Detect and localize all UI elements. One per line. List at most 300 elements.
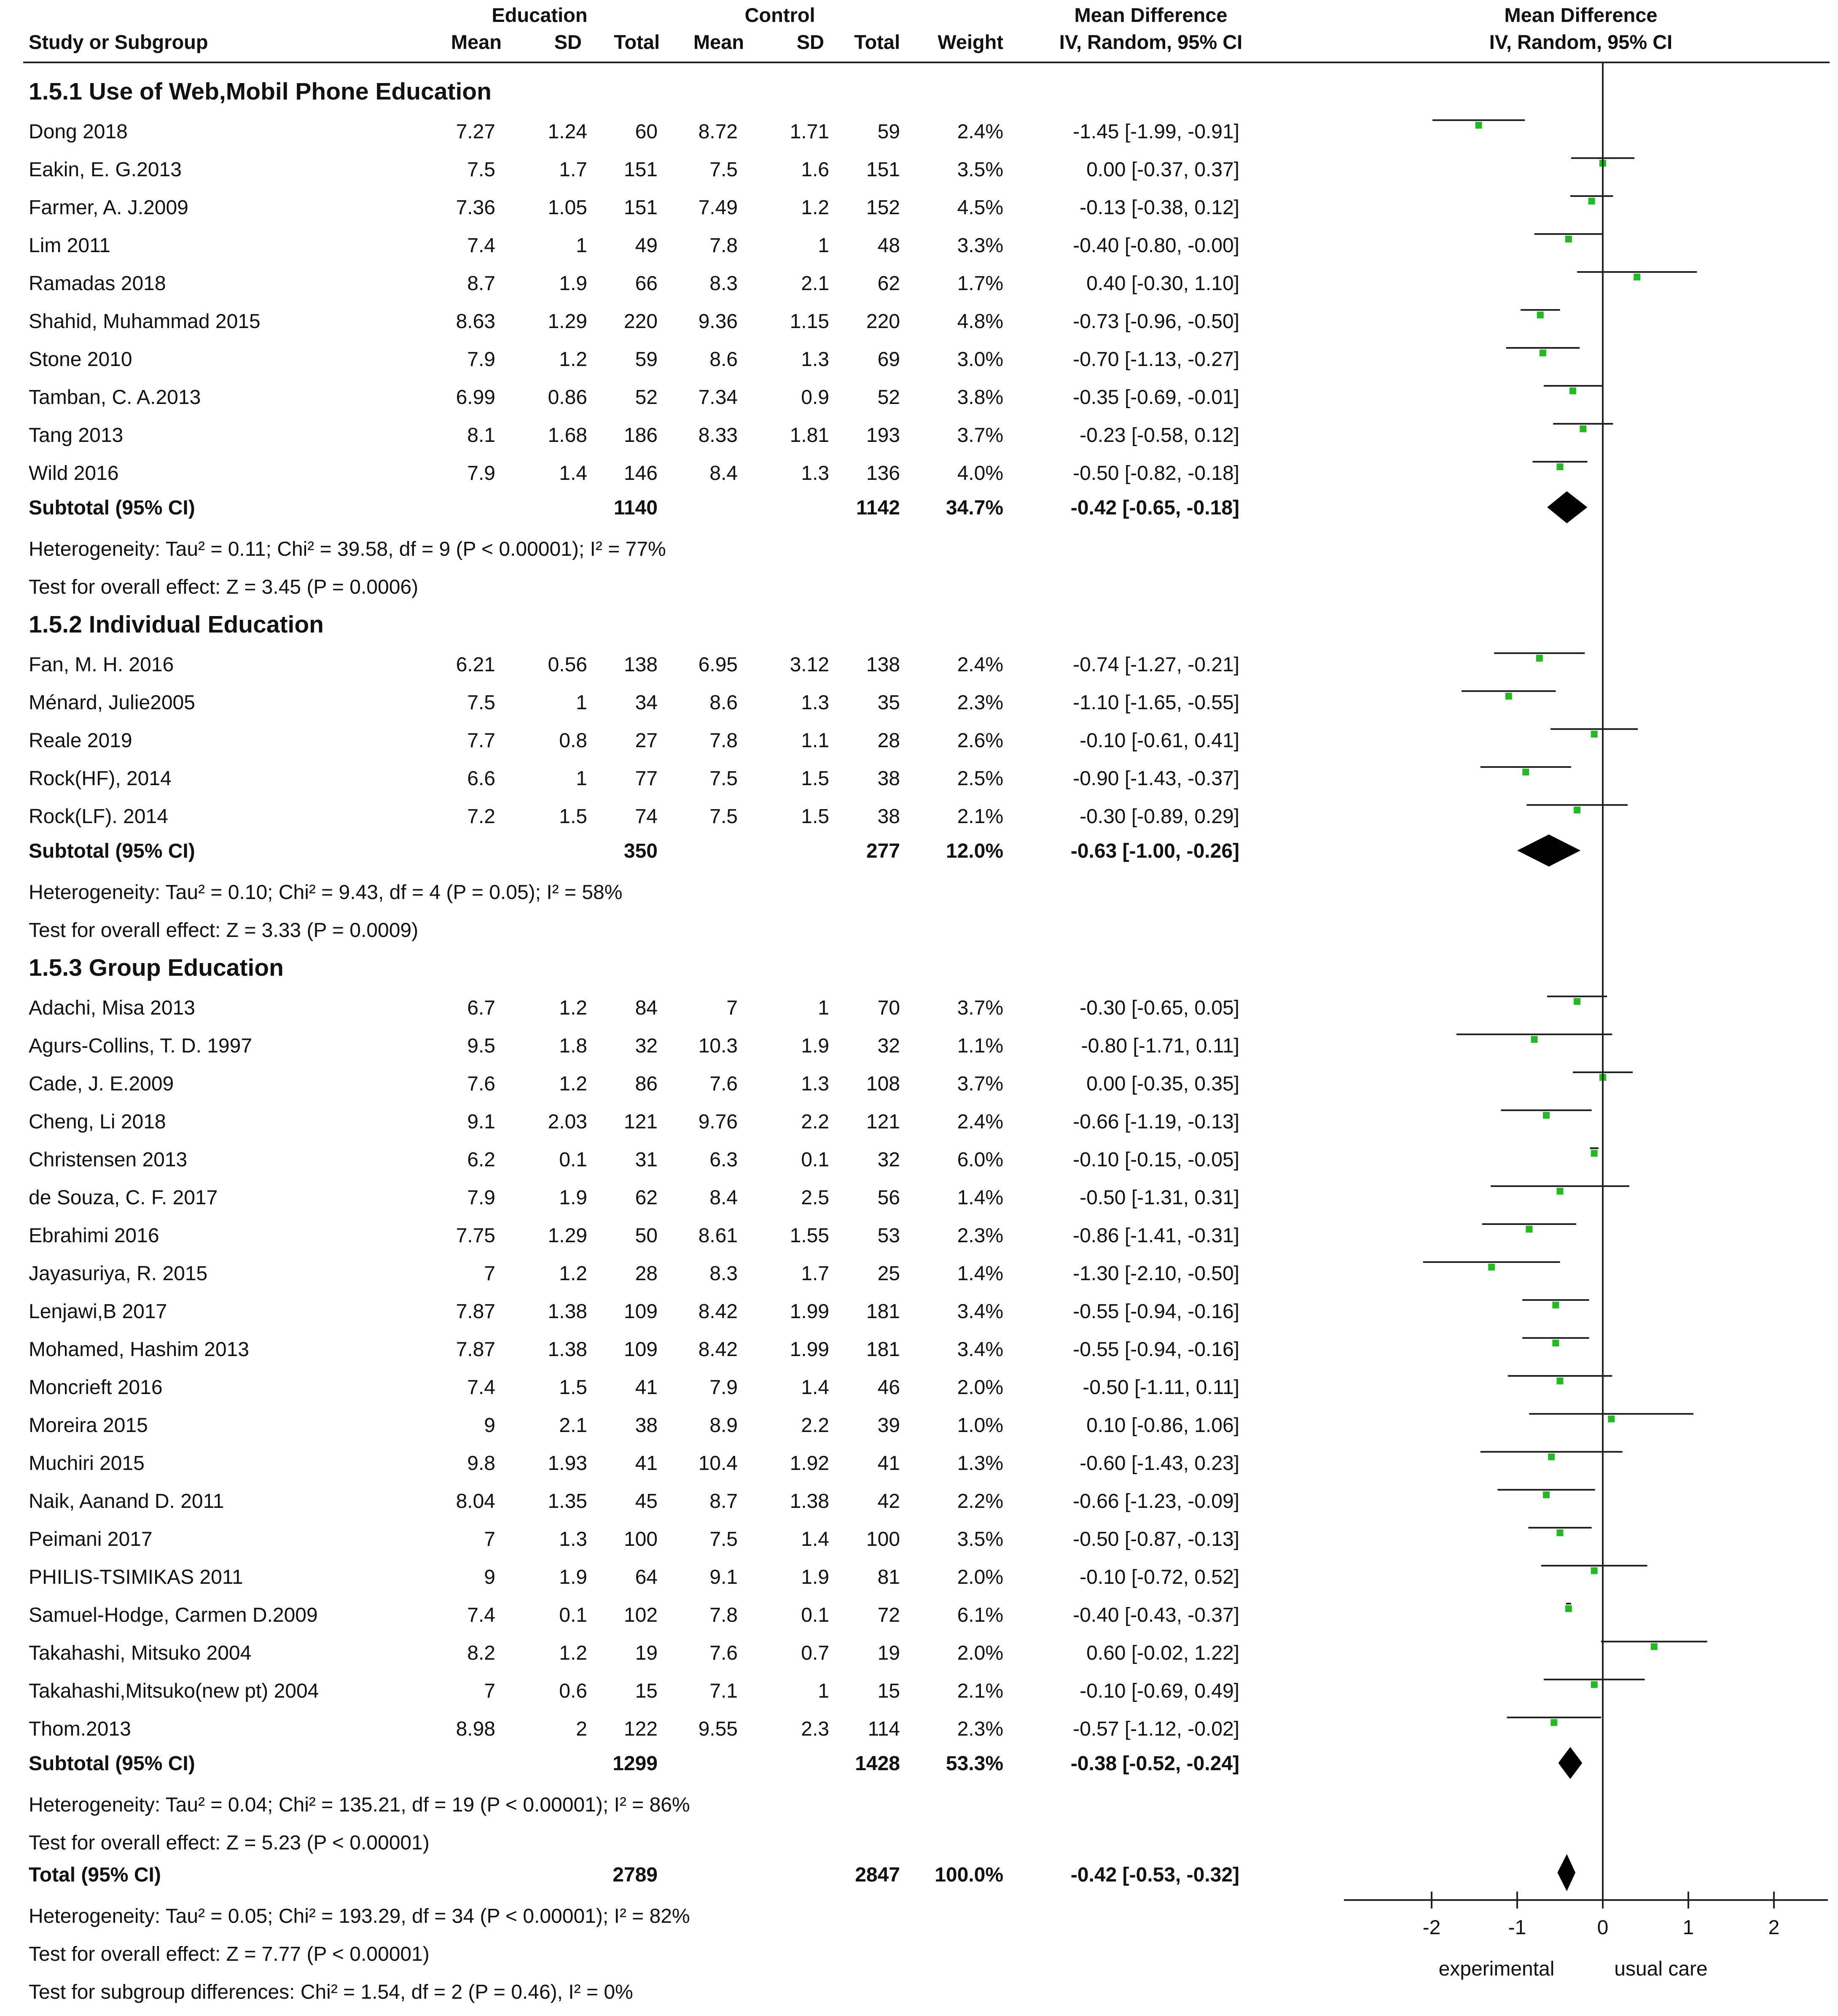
exp-mean: 9.5 <box>467 1035 495 1057</box>
ctl-sd: 1.2 <box>801 196 829 219</box>
study-ci: -0.30 [-0.65, 0.05] <box>1080 997 1239 1019</box>
exp-sd: 1.2 <box>559 997 587 1019</box>
ctl-sd: 1.6 <box>801 159 829 181</box>
study-weight: 1.1% <box>957 1035 1003 1057</box>
ctl-total: 81 <box>877 1566 900 1588</box>
ctl-total: 38 <box>877 767 900 790</box>
point-estimate <box>1651 1643 1658 1650</box>
study-weight: 2.4% <box>957 121 1003 143</box>
study-weight: 1.4% <box>957 1262 1003 1285</box>
point-estimate <box>1536 655 1543 662</box>
ctl-mean: 8.33 <box>698 424 738 447</box>
study-name: de Souza, C. F. 2017 <box>29 1187 218 1209</box>
exp-mean: 7.6 <box>467 1073 495 1095</box>
study-name: Jayasuriya, R. 2015 <box>29 1262 208 1285</box>
exp-mean: 7.5 <box>467 692 495 714</box>
exp-sd: 0.56 <box>548 654 587 676</box>
ctl-sd: 1.9 <box>801 1566 829 1588</box>
ctl-total: 48 <box>877 234 900 257</box>
exp-total: 77 <box>635 767 658 790</box>
ctl-total: 69 <box>877 348 900 371</box>
exp-sd: 1.5 <box>559 1376 587 1399</box>
study-weight: 2.4% <box>957 654 1003 676</box>
exp-mean: 6.7 <box>467 997 495 1019</box>
ctl-sd: 1.15 <box>790 310 829 333</box>
exp-sd: 1.2 <box>559 348 587 371</box>
subtotal-ci: -0.42 [-0.65, -0.18] <box>1070 497 1239 519</box>
study-ci: -0.35 [-0.69, -0.01] <box>1073 386 1239 409</box>
point-estimate <box>1475 122 1482 129</box>
ctl-mean: 7.8 <box>709 729 738 752</box>
exp-sd: 2.03 <box>548 1111 587 1133</box>
exp-sd: 1.2 <box>559 1262 587 1285</box>
exp-mean: 7.87 <box>456 1338 495 1361</box>
exp-sd: 1 <box>576 692 587 714</box>
header-md-method: IV, Random, 95% CI <box>1059 31 1243 53</box>
exp-mean: 9 <box>484 1414 495 1437</box>
exp-sd: 1.38 <box>548 1338 587 1361</box>
study-ci: 0.60 [-0.02, 1.22] <box>1086 1642 1239 1664</box>
exp-total: 60 <box>635 121 658 143</box>
study-weight: 2.2% <box>957 1490 1003 1513</box>
ctl-mean: 7.5 <box>709 767 738 790</box>
ctl-mean: 8.6 <box>709 348 738 371</box>
exp-sd: 1.9 <box>559 272 587 295</box>
exp-sd: 1.4 <box>559 462 587 484</box>
ctl-sd: 1.3 <box>801 1073 829 1095</box>
study-weight: 2.0% <box>957 1566 1003 1588</box>
exp-total: 74 <box>635 805 658 828</box>
study-name: Samuel-Hodge, Carmen D.2009 <box>29 1604 318 1626</box>
exp-total: 45 <box>635 1490 658 1513</box>
ctl-mean: 8.7 <box>709 1490 738 1513</box>
study-ci: -0.40 [-0.80, -0.00] <box>1073 234 1239 257</box>
ctl-total: 25 <box>877 1262 900 1285</box>
study-name: Shahid, Muhammad 2015 <box>29 310 261 333</box>
exp-total: 62 <box>635 1187 658 1209</box>
favours-left-label: experimental <box>1438 1958 1555 1980</box>
study-name: Tang 2013 <box>29 424 124 447</box>
study-weight: 3.0% <box>957 348 1003 371</box>
exp-mean: 7 <box>484 1262 495 1285</box>
favours-right-label: usual care <box>1614 1958 1708 1980</box>
ctl-sd: 2.1 <box>801 272 829 295</box>
exp-sd: 1.2 <box>559 1642 587 1664</box>
study-ci: -0.30 [-0.89, 0.29] <box>1080 805 1239 828</box>
ctl-sd: 1.3 <box>801 348 829 371</box>
point-estimate <box>1591 1681 1598 1688</box>
study-ci: -0.60 [-1.43, 0.23] <box>1080 1452 1239 1475</box>
subgroup-title-2: 1.5.2 Individual Education <box>29 611 324 638</box>
study-weight: 3.7% <box>957 997 1003 1019</box>
ctl-total: 121 <box>866 1111 900 1133</box>
ctl-total: 62 <box>877 272 900 295</box>
study-weight: 2.1% <box>957 805 1003 828</box>
study-name: Moreira 2015 <box>29 1414 148 1437</box>
ctl-sd: 2.5 <box>801 1187 829 1209</box>
study-ci: -0.50 [-1.11, 0.11] <box>1083 1376 1239 1399</box>
exp-total: 38 <box>635 1414 658 1437</box>
ctl-total: 56 <box>877 1187 900 1209</box>
header-ctl-total: Total <box>854 31 900 53</box>
subgroup-title-3: 1.5.3 Group Education <box>29 954 284 981</box>
point-estimate <box>1505 693 1512 700</box>
subtotal-diamond <box>1547 491 1587 523</box>
x-tick-label: 0 <box>1597 1916 1609 1939</box>
subtotal-ci: -0.63 [-1.00, -0.26] <box>1070 840 1239 862</box>
exp-mean: 8.7 <box>467 272 495 295</box>
exp-mean: 6.99 <box>456 386 495 409</box>
study-name: Ramadas 2018 <box>29 272 166 295</box>
exp-sd: 0.8 <box>559 729 587 752</box>
study-ci: 0.00 [-0.35, 0.35] <box>1086 1073 1239 1095</box>
exp-mean: 7.27 <box>456 121 495 143</box>
exp-sd: 1.2 <box>559 1073 587 1095</box>
exp-mean: 7.9 <box>467 348 495 371</box>
exp-mean: 7.7 <box>467 729 495 752</box>
ctl-sd: 2.2 <box>801 1111 829 1133</box>
header-plot-title: Mean Difference <box>1504 4 1658 26</box>
ctl-mean: 8.61 <box>698 1225 738 1247</box>
exp-total: 50 <box>635 1225 658 1247</box>
study-name: Rock(LF). 2014 <box>29 805 168 828</box>
ctl-total: 151 <box>866 159 900 181</box>
study-weight: 3.4% <box>957 1338 1003 1361</box>
subtotal-diamond <box>1558 1747 1582 1779</box>
study-name: Eakin, E. G.2013 <box>29 159 182 181</box>
ctl-mean: 7.5 <box>709 159 738 181</box>
exp-total: 121 <box>623 1111 658 1133</box>
total-ci: -0.42 [-0.53, -0.32] <box>1070 1864 1239 1886</box>
exp-sd: 0.6 <box>559 1680 587 1702</box>
ctl-total: 42 <box>877 1490 900 1513</box>
exp-sd: 1.05 <box>548 196 587 219</box>
study-weight: 2.3% <box>957 692 1003 714</box>
ctl-total: 193 <box>866 424 900 447</box>
point-estimate <box>1543 1491 1550 1498</box>
ctl-sd: 1.9 <box>801 1035 829 1057</box>
subgroup-heterogeneity: Heterogeneity: Tau² = 0.11; Chi² = 39.58, df = 9 (P < 0.00001); I² = 77% <box>29 538 666 560</box>
point-estimate <box>1608 1416 1615 1422</box>
ctl-sd: 3.12 <box>790 654 829 676</box>
study-weight: 2.5% <box>957 767 1003 790</box>
point-estimate <box>1565 236 1572 242</box>
study-name: Wild 2016 <box>29 462 119 484</box>
exp-mean: 7.9 <box>467 1187 495 1209</box>
exp-total: 86 <box>635 1073 658 1095</box>
ctl-mean: 7.49 <box>698 196 738 219</box>
study-ci: 0.00 [-0.37, 0.37] <box>1086 159 1239 181</box>
study-name: Naik, Aanand D. 2011 <box>29 1490 224 1513</box>
ctl-mean: 7.5 <box>709 805 738 828</box>
subtotal-weight: 12.0% <box>946 840 1003 862</box>
header-weight: Weight <box>938 31 1003 53</box>
ctl-mean: 6.3 <box>709 1149 738 1171</box>
ctl-sd: 1.92 <box>790 1452 829 1475</box>
study-ci: -0.86 [-1.41, -0.31] <box>1073 1225 1239 1247</box>
exp-mean: 7.9 <box>467 462 495 484</box>
ctl-mean: 7.1 <box>709 1680 738 1702</box>
ctl-sd: 1.1 <box>801 729 829 752</box>
ctl-sd: 1.5 <box>801 805 829 828</box>
study-name: Lenjawi,B 2017 <box>29 1300 167 1323</box>
study-name: Thom.2013 <box>29 1718 131 1740</box>
subgroup-overall-effect: Test for overall effect: Z = 3.45 (P = 0.0006) <box>29 576 419 598</box>
study-name: Farmer, A. J.2009 <box>29 196 188 219</box>
point-estimate <box>1574 998 1580 1005</box>
ctl-sd: 0.1 <box>801 1604 829 1626</box>
point-estimate <box>1569 388 1576 394</box>
ctl-mean: 9.55 <box>698 1718 738 1740</box>
study-ci: -0.10 [-0.72, 0.52] <box>1080 1566 1239 1588</box>
study-name: Cade, J. E.2009 <box>29 1073 174 1095</box>
study-name: PHILIS-TSIMIKAS 2011 <box>29 1566 243 1588</box>
exp-total: 52 <box>635 386 658 409</box>
study-ci: -0.10 [-0.15, -0.05] <box>1073 1149 1239 1171</box>
exp-total: 100 <box>623 1528 658 1550</box>
ctl-sd: 0.1 <box>801 1149 829 1171</box>
exp-total: 109 <box>623 1338 658 1361</box>
study-name: Mohamed, Hashim 2013 <box>29 1338 249 1361</box>
study-weight: 2.6% <box>957 729 1003 752</box>
study-name: Cheng, Li 2018 <box>29 1111 166 1133</box>
exp-total: 28 <box>635 1262 658 1285</box>
exp-total: 109 <box>623 1300 658 1323</box>
study-ci: -0.57 [-1.12, -0.02] <box>1073 1718 1239 1740</box>
exp-mean: 9.8 <box>467 1452 495 1475</box>
exp-total: 146 <box>623 462 658 484</box>
study-weight: 4.0% <box>957 462 1003 484</box>
ctl-mean: 7 <box>726 997 738 1019</box>
total-overall-effect: Test for overall effect: Z = 7.77 (P < 0.00001) <box>29 1943 430 1965</box>
exp-total: 15 <box>635 1680 658 1702</box>
ctl-total: 220 <box>866 310 900 333</box>
ctl-total: 59 <box>877 121 900 143</box>
exp-sd: 2 <box>576 1718 587 1740</box>
ctl-total: 181 <box>866 1338 900 1361</box>
ctl-sd: 0.7 <box>801 1642 829 1664</box>
subgroup-differences: Test for subgroup differences: Chi² = 1.54, df = 2 (P = 0.46), I² = 0% <box>29 1981 633 2003</box>
exp-mean: 7.2 <box>467 805 495 828</box>
header-group-control: Control <box>744 4 815 26</box>
study-ci: -1.45 [-1.99, -0.91] <box>1073 121 1239 143</box>
ctl-mean: 8.6 <box>709 692 738 714</box>
exp-mean: 7.4 <box>467 1604 495 1626</box>
exp-total: 138 <box>623 654 658 676</box>
study-weight: 3.5% <box>957 1528 1003 1550</box>
study-weight: 1.0% <box>957 1414 1003 1437</box>
subtotal-ctl-total: 277 <box>866 840 900 862</box>
ctl-mean: 7.6 <box>709 1642 738 1664</box>
ctl-sd: 1 <box>818 1680 829 1702</box>
study-weight: 3.7% <box>957 1073 1003 1095</box>
study-name: Muchiri 2015 <box>29 1452 145 1475</box>
ctl-total: 28 <box>877 729 900 752</box>
total-exp-total: 2789 <box>613 1864 658 1886</box>
point-estimate <box>1557 1529 1564 1536</box>
ctl-total: 41 <box>877 1452 900 1475</box>
point-estimate <box>1531 1036 1538 1043</box>
study-ci: -0.80 [-1.71, 0.11] <box>1081 1035 1239 1057</box>
exp-sd: 1.9 <box>559 1187 587 1209</box>
study-name: Ebrahimi 2016 <box>29 1225 159 1247</box>
x-tick-label: -1 <box>1508 1916 1526 1939</box>
point-estimate <box>1526 1226 1532 1233</box>
exp-sd: 0.1 <box>559 1604 587 1626</box>
ctl-mean: 8.3 <box>709 1262 738 1285</box>
study-ci: 0.10 [-0.86, 1.06] <box>1086 1414 1239 1437</box>
exp-total: 41 <box>635 1452 658 1475</box>
x-tick-label: 1 <box>1682 1916 1694 1939</box>
exp-total: 34 <box>635 692 658 714</box>
point-estimate <box>1537 312 1544 318</box>
ctl-mean: 10.4 <box>698 1452 738 1475</box>
ctl-sd: 2.3 <box>801 1718 829 1740</box>
exp-mean: 7.5 <box>467 159 495 181</box>
study-weight: 4.8% <box>957 310 1003 333</box>
ctl-total: 38 <box>877 805 900 828</box>
exp-sd: 1.93 <box>548 1452 587 1475</box>
study-name: Dong 2018 <box>29 121 128 143</box>
ctl-total: 181 <box>866 1300 900 1323</box>
ctl-total: 152 <box>866 196 900 219</box>
subtotal-label: Subtotal (95% CI) <box>29 497 195 519</box>
study-ci: 0.40 [-0.30, 1.10] <box>1086 272 1239 295</box>
point-estimate <box>1552 1340 1559 1346</box>
exp-mean: 9 <box>484 1566 495 1588</box>
exp-mean: 6.21 <box>456 654 495 676</box>
study-name: Reale 2019 <box>29 729 132 752</box>
point-estimate <box>1580 425 1586 432</box>
exp-total: 151 <box>623 196 658 219</box>
study-weight: 3.7% <box>957 424 1003 447</box>
study-name: Fan, M. H. 2016 <box>29 654 174 676</box>
exp-sd: 0.86 <box>548 386 587 409</box>
exp-mean: 8.1 <box>467 424 495 447</box>
ctl-mean: 8.4 <box>709 462 738 484</box>
header-exp-sd: SD <box>554 31 582 53</box>
point-estimate <box>1557 1378 1564 1384</box>
study-ci: -1.30 [-2.10, -0.50] <box>1073 1262 1239 1285</box>
exp-mean: 7 <box>484 1528 495 1550</box>
ctl-total: 46 <box>877 1376 900 1399</box>
ctl-sd: 2.2 <box>801 1414 829 1437</box>
study-name: Tamban, C. A.2013 <box>29 386 201 409</box>
exp-total: 19 <box>635 1642 658 1664</box>
ctl-mean: 7.9 <box>709 1376 738 1399</box>
point-estimate <box>1522 769 1529 775</box>
exp-mean: 8.04 <box>456 1490 495 1513</box>
exp-total: 31 <box>635 1149 658 1171</box>
exp-sd: 1.7 <box>559 159 587 181</box>
ctl-total: 52 <box>877 386 900 409</box>
ctl-total: 108 <box>866 1073 900 1095</box>
ctl-total: 32 <box>877 1149 900 1171</box>
ctl-sd: 1 <box>818 234 829 257</box>
study-name: Takahashi,Mitsuko(new pt) 2004 <box>29 1680 319 1702</box>
ctl-total: 53 <box>877 1225 900 1247</box>
total-label: Total (95% CI) <box>29 1864 161 1886</box>
study-ci: -0.74 [-1.27, -0.21] <box>1073 654 1239 676</box>
point-estimate <box>1557 1188 1564 1195</box>
point-estimate <box>1552 1302 1559 1308</box>
header-plot-method: IV, Random, 95% CI <box>1489 31 1673 53</box>
ctl-mean: 8.9 <box>709 1414 738 1437</box>
ctl-sd: 0.9 <box>801 386 829 409</box>
exp-mean: 7.4 <box>467 234 495 257</box>
study-weight: 6.1% <box>957 1604 1003 1626</box>
study-weight: 4.5% <box>957 196 1003 219</box>
study-ci: -0.50 [-0.87, -0.13] <box>1073 1528 1239 1550</box>
ctl-mean: 7.5 <box>709 1528 738 1550</box>
exp-mean: 7.87 <box>456 1300 495 1323</box>
point-estimate <box>1557 463 1564 470</box>
ctl-total: 39 <box>877 1414 900 1437</box>
x-tick-label: 2 <box>1768 1916 1780 1939</box>
exp-sd: 0.1 <box>559 1149 587 1171</box>
exp-sd: 1.68 <box>548 424 587 447</box>
exp-mean: 7.4 <box>467 1376 495 1399</box>
study-name: Moncrieft 2016 <box>29 1376 163 1399</box>
ctl-mean: 8.42 <box>698 1300 738 1323</box>
exp-sd: 1.5 <box>559 805 587 828</box>
study-weight: 2.0% <box>957 1642 1003 1664</box>
subtotal-exp-total: 1140 <box>613 497 658 519</box>
point-estimate <box>1565 1605 1572 1612</box>
study-ci: -0.90 [-1.43, -0.37] <box>1073 767 1239 790</box>
header-ctl-mean: Mean <box>693 31 744 53</box>
ctl-mean: 8.72 <box>698 121 738 143</box>
study-ci: -0.66 [-1.23, -0.09] <box>1073 1490 1239 1513</box>
point-estimate <box>1634 274 1640 280</box>
ctl-total: 70 <box>877 997 900 1019</box>
exp-sd: 1.3 <box>559 1528 587 1550</box>
point-estimate <box>1591 1150 1598 1157</box>
study-ci: -1.10 [-1.65, -0.55] <box>1073 692 1239 714</box>
ctl-mean: 7.34 <box>698 386 738 409</box>
study-weight: 1.7% <box>957 272 1003 295</box>
exp-sd: 1.8 <box>559 1035 587 1057</box>
study-weight: 1.3% <box>957 1452 1003 1475</box>
ctl-mean: 7.8 <box>709 234 738 257</box>
exp-mean: 7.75 <box>456 1225 495 1247</box>
ctl-mean: 10.3 <box>698 1035 738 1057</box>
ctl-sd: 1 <box>818 997 829 1019</box>
ctl-sd: 1.3 <box>801 692 829 714</box>
exp-mean: 8.98 <box>456 1718 495 1740</box>
ctl-mean: 8.3 <box>709 272 738 295</box>
exp-mean: 6.6 <box>467 767 495 790</box>
exp-sd: 1.24 <box>548 121 587 143</box>
ctl-total: 15 <box>877 1680 900 1702</box>
ctl-mean: 9.1 <box>709 1566 738 1588</box>
ctl-sd: 1.4 <box>801 1528 829 1550</box>
study-ci: -0.10 [-0.69, 0.49] <box>1080 1680 1239 1702</box>
exp-sd: 2.1 <box>559 1414 587 1437</box>
ctl-sd: 1.4 <box>801 1376 829 1399</box>
exp-mean: 6.2 <box>467 1149 495 1171</box>
ctl-sd: 1.99 <box>790 1300 829 1323</box>
ctl-sd: 1.99 <box>790 1338 829 1361</box>
subtotal-diamond <box>1517 834 1580 867</box>
ctl-sd: 1.55 <box>790 1225 829 1247</box>
point-estimate <box>1550 1719 1557 1726</box>
ctl-mean: 7.8 <box>709 1604 738 1626</box>
study-name: Lim 2011 <box>29 234 110 257</box>
study-name: Peimani 2017 <box>29 1528 153 1550</box>
study-weight: 3.8% <box>957 386 1003 409</box>
subgroup-heterogeneity: Heterogeneity: Tau² = 0.10; Chi² = 9.43, df = 4 (P = 0.05); I² = 58% <box>29 881 623 904</box>
